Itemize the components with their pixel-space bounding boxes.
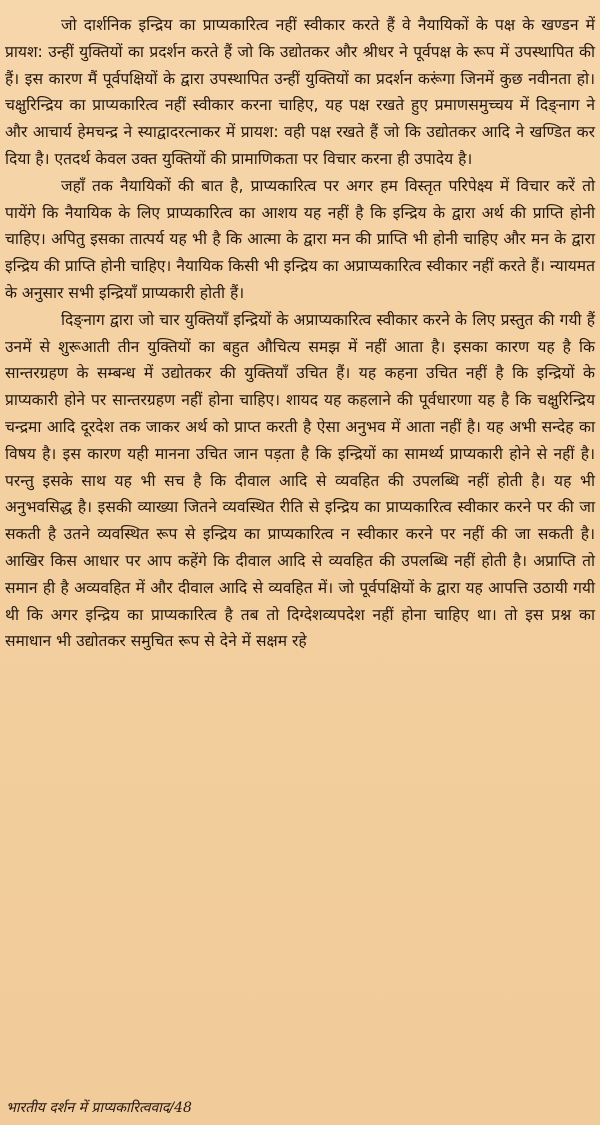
paragraph-1: जो दार्शनिक इन्द्रिय का प्राप्यकारित्व नहीं स्वीकार करते हैं वे नैयायिकों के पक्ष के खण्डन में प्रायश: उन्हीं युक्तियों का प्रदर्शन करते हैं जो कि उद्योतकर और श्रीधर ने पूर्वपक्ष के रूप में उपस्थापित की हैं। इस कारण मैं पूर्वपक्षियों के द्वारा उपस्थापित उन्हीं युक्तियों का प्रदर्शन करूंगा जिनमें कुछ नवीनता हो। चक्षुरिन्द्रिय का प्राप्यकारित्व नहीं स्वीकार करना चाहिए, यह पक्ष रखते हुए प्रमाणसमुच्चय में दिङ्नाग ने और आचार्य हेमचन्द्र ने स्याद्वादरत्नाकर में प्रायश: वही पक्ष रखते हैं जो कि उद्योतकर आदि ने खण्डित कर दिया है। एतदर्थ केवल उक्त युक्तियों की प्रामाणिकता पर विचार करना ही उपादेय है।	[5, 16, 595, 168]
page-footer: भारतीय दर्शन में प्राप्यकारित्ववाद/48	[6, 1100, 192, 1116]
paragraph-3: दिङ्नाग द्वारा जो चार युक्तियाँ इन्द्रियों के अप्राप्यकारित्व स्वीकार करने के लिए प्रस्तुत की गयी हैं उनमें से शुरूआती तीन युक्तियों का बहुत औचित्य समझ में नहीं आता है। इसका कारण यह है कि सान्तरग्रहण के सम्बन्ध में उद्योतकर की युक्तियाँ उचित हैं। यह कहना उचित नहीं है कि इन्द्रियों के प्राप्यकारी होने पर सान्तरग्रहण नहीं होना चाहिए। शायद यह कहलाने की पूर्वधारणा यह है कि चक्षुरिन्द्रिय चन्द्रमा आदि दूरदेश तक जाकर अर्थ को प्राप्त करती है ऐसा अनुभव में आता नहीं है। यह अभी सन्देह का विषय है। इस कारण यही मानना उचित जान पड़ता है कि इन्द्रियों का सामर्थ्य प्राप्यकारी होने से नहीं है। परन्तु इसके साथ यह भी सच है कि दीवाल आदि से व्यवहित की उपलब्धि नहीं होती है। यह भी अनुभवसिद्ध है। इसकी व्याख्या जितने व्यवस्थित रीति से इन्द्रिय का प्राप्यकारित्व स्वीकार करने पर की जा सकती है उतने व्यवस्थित रूप से इन्द्रिय का प्राप्यकारित्व न स्वीकार करने पर नहीं की जा सकती है। आखिर किस आधार पर आप कहेंगे कि दीवाल आदि से व्यवहित की उपलब्धि नहीं होती है। अप्राप्ति तो समान ही है अव्यवहित में और दीवाल आदि से व्यवहित में। जो पूर्वपक्षियों के द्वारा यह आपत्ति उठायी गयी थी कि अगर इन्द्रिय का प्राप्यकारित्व है तब तो दिग्देशव्यपदेश नहीं होना चाहिए था। तो इस प्रश्न का समाधान भी उद्योतकर समुचित रूप से देने में सक्षम रहे	[5, 310, 595, 651]
paragraph-2: जहाँ तक नैयायिकों की बात है, प्राप्यकारित्व पर अगर हम विस्तृत परिपेक्ष्य में विचार करें तो पायेंगे कि नैयायिक के लिए प्राप्यकारित्व का आशय यह नहीं है कि इन्द्रिय के द्वारा अर्थ की प्राप्ति होनी चाहिए। अपितु इसका तात्पर्य यह भी है कि आत्मा के द्वारा मन की प्राप्ति भी होनी चाहिए और मन के द्वारा इन्द्रिय की प्राप्ति होनी चाहिए। नैयायिक किसी भी इन्द्रिय का अप्राप्यकारित्व स्वीकार नहीं करते हैं। न्यायमत के अनुसार सभी इन्द्रियाँ प्राप्यकारी होती हैं।	[5, 176, 595, 302]
page-body	[5, 12, 595, 655]
